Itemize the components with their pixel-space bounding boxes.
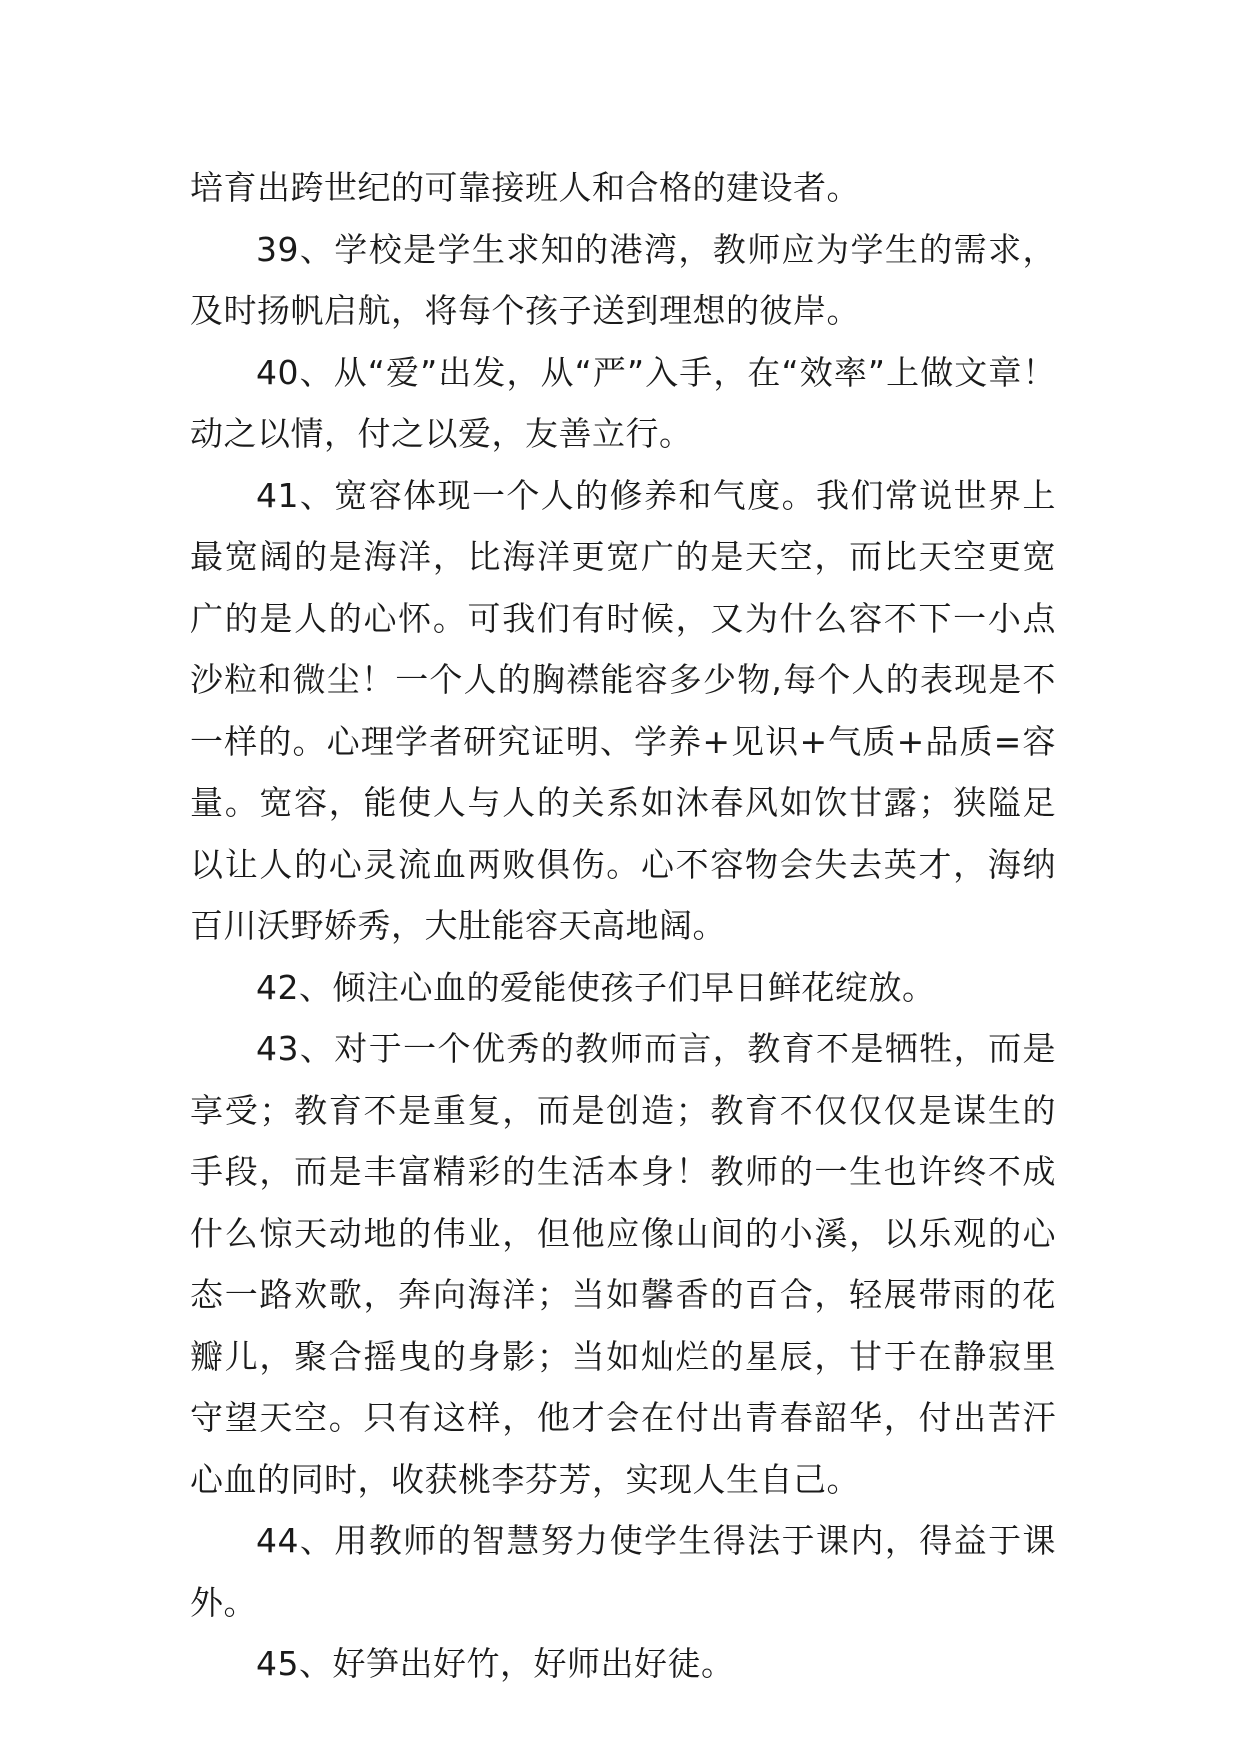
paragraph-item-41: 41、宽容体现一个人的修养和气度。我们常说世界上最宽阔的是海洋，比海洋更宽广的是天空，而比天空更宽广的是人的心怀。可我们有时候，又为什么容不下一小点沙粒和微尘！一个人的胸襟能容多少物,每个人的表现是不一样的。心理学者研究证明、学养+见识+气质+品质=容量。宽容，能使人与人的关系如沐春风如饮甘露；狭隘足以让人的心灵流血两败俱伤。心不容物会失去英才，海纳百川沃野娇秀，大肚能容天高地阔。: [190, 475, 1056, 945]
document-body: [190, 157, 1056, 1695]
paragraph-item-45: 45、好笋出好竹，好师出好徒。: [256, 1644, 735, 1683]
paragraph-item-39: 39、学校是学生求知的港湾，教师应为学生的需求，及时扬帆启航，将每个孩子送到理想的彼岸。: [190, 229, 1056, 330]
paragraph-item-44: 44、用教师的智慧努力使学生得法于课内，得益于课外。: [190, 1521, 1056, 1622]
paragraph-item-43: 43、对于一个优秀的教师而言，教育不是牺牲，而是享受；教育不是重复，而是创造；教育不仅仅仅是谋生的手段，而是丰富精彩的生活本身！教师的一生也许终不成什么惊天动地的伟业，但他应像山间的小溪，以乐观的心态一路欢歌，奔向海洋；当如馨香的百合，轻展带雨的花瓣儿，聚合摇曳的身影；当如灿烂的星辰，甘于在静寂里守望天空。只有这样，他才会在付出青春韶华，付出苦汗心血的同时，收获桃李芬芳，实现人生自己。: [190, 1029, 1056, 1499]
paragraph-continuation: 培育出跨世纪的可靠接班人和合格的建设者。: [190, 168, 860, 207]
paragraph-item-42: 42、倾注心血的爱能使孩子们早日鲜花绽放。: [256, 967, 936, 1007]
paragraph-item-40: 40、从“爱”出发，从“严”入手，在“效率”上做文章！动之以情，付之以爱，友善立行。: [190, 352, 1056, 453]
